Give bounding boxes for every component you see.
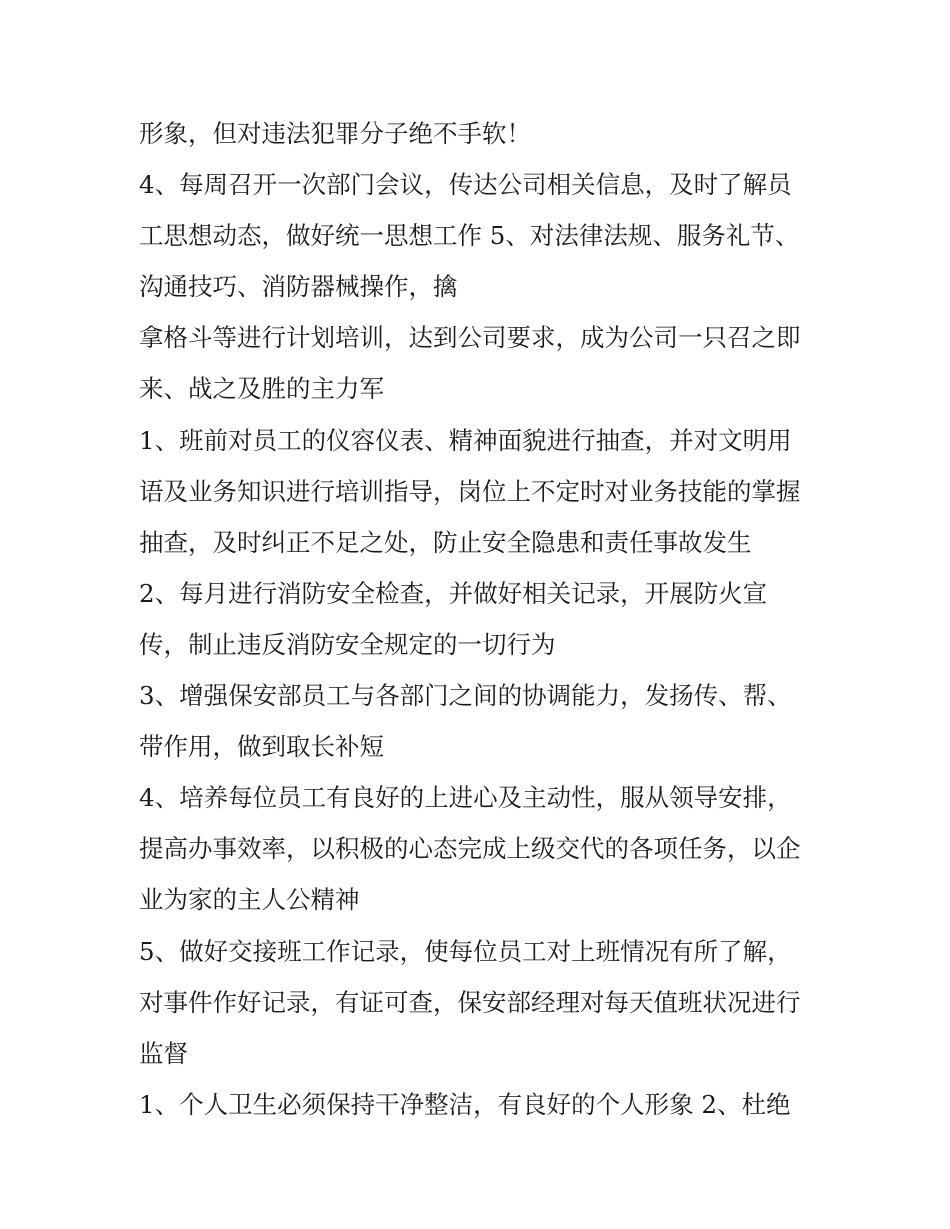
text-line: 传，制止违反消防安全规定的一切行为 [139,629,556,659]
text-line: 4、每周召开一次部门会议，传达公司相关信息，及时了解员 [139,170,792,200]
body-text [139,108,829,1130]
text-line: 业为家的主人公精神 [139,885,360,915]
text-line: 语及业务知识进行培训指导，岗位上不定时对业务技能的掌握 [139,476,801,506]
text-line: 工思想动态，做好统一思想工作 5、对法律法规、服务礼节、 [139,221,800,251]
text-line: 1、班前对员工的仪容仪表、精神面貌进行抽查，并对文明用 [139,425,792,455]
text-line: 带作用，做到取长补短 [139,732,384,762]
text-line: 提高办事效率，以积极的心态完成上级交代的各项任务，以企 [139,834,801,864]
text-line: 4、培养每位员工有良好的上进心及主动性，服从领导安排， [139,783,792,813]
text-line: 抽查，及时纠正不足之处，防止安全隐患和责任事故发生 [139,527,752,557]
text-line: 3、增强保安部员工与各部门之间的协调能力，发扬传、帮、 [139,681,792,711]
text-line: 1、个人卫生必须保持干净整洁，有良好的个人形象 2、杜绝 [139,1089,791,1119]
text-line: 5、做好交接班工作记录，使每位员工对上班情况有所了解， [139,936,792,966]
text-line: 拿格斗等进行计划培训，达到公司要求，成为公司一只召之即 [139,323,801,353]
text-line: 2、每月进行消防安全检查，并做好相关记录，开展防火宣 [139,578,768,608]
text-line: 形象，但对违法犯罪分子绝不手软！ [139,119,531,148]
text-line: 对事件作好记录，有证可查，保安部经理对每天值班状况进行 [139,987,801,1017]
text-line: 沟通技巧、消防器械操作，擒 [139,272,458,302]
text-line: 来、战之及胜的主力军 [139,374,384,404]
text-line: 监督 [139,1038,188,1068]
